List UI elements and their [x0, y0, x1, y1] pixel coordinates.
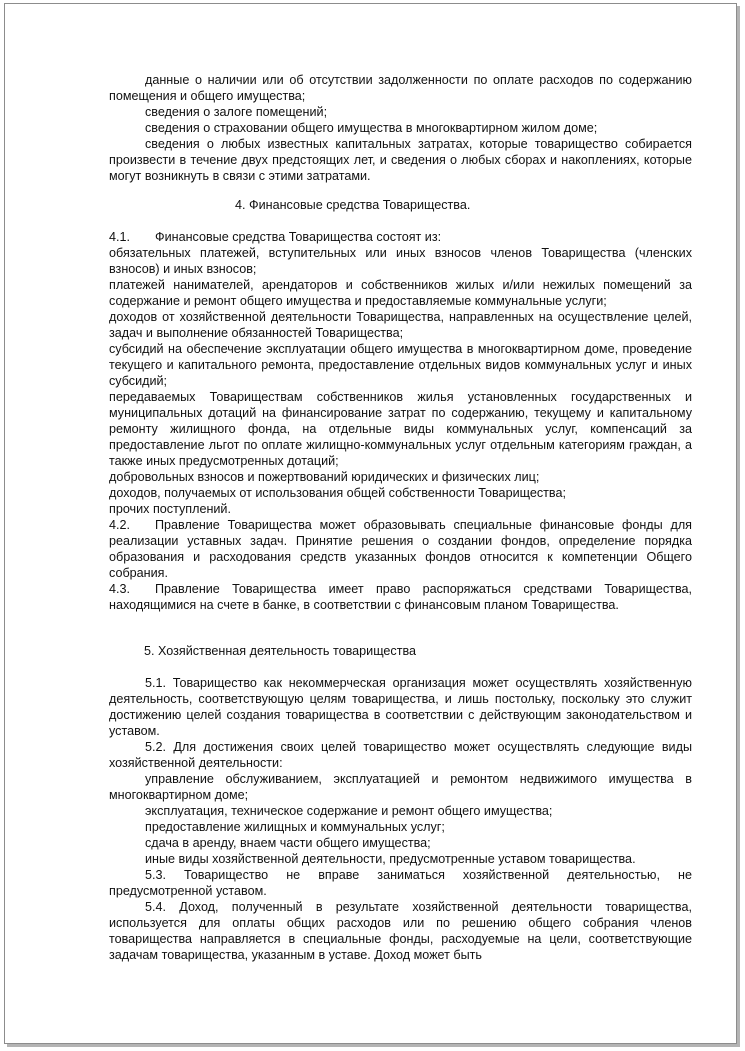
clause-5-2-item: управление обслуживанием, эксплуатацией и ремонтом недвижимого имущества в многоквартирном доме;: [109, 772, 692, 802]
clause-4-2-text: Правление Товарищества может образовывать специальные финансовые фонды для реализации уставных задач. Принятие решения о создании фондов, определение порядка образования и расходования средств указанных фондов относится к компетенции Общего собрания.: [109, 518, 692, 580]
clause-4-1-number: 4.1.: [109, 230, 131, 244]
clause-5-3: 5.3. Товарищество не вправе заниматься хозяйственной деятельностью, не предусмотренной уставом.: [109, 868, 692, 898]
document-page: [4, 3, 737, 1044]
section-4-heading: 4. Финансовые средства Товарищества.: [235, 198, 471, 212]
clause-5-4: 5.4. Доход, полученный в результате хозяйственной деятельности товарищества, используется для оплаты общих расходов или по решению общего собрания членов товарищества направляется в специальные фонды, расходуемые на цели, соответствующие задачам товарищества, указанным в уставе. Доход может быть: [109, 900, 692, 962]
section-5-heading: 5. Хозяйственная деятельность товарищества: [144, 644, 417, 658]
clause-4-1-item: обязательных платежей, вступительных или иных взносов членов Товарищества (членских взносов) и иных взносов;: [109, 246, 692, 276]
clause-4-2: [109, 517, 692, 581]
clause-5-2-item: эксплуатация, техническое содержание и ремонт общего имущества;: [145, 804, 553, 818]
clause-4-1-item: субсидий на обеспечение эксплуатации общего имущества в многоквартирном доме, проведение текущего и капитального ремонта, предоставление отдельных видов коммунальных услуг и иных субсидий;: [109, 342, 692, 388]
clause-5-2-item: предоставление жилищных и коммунальных услуг;: [145, 820, 445, 834]
clause-4-1-text: Финансовые средства Товарищества состоят из:: [155, 230, 442, 244]
intro-item-pledge: сведения о залоге помещений;: [145, 105, 328, 119]
clause-4-1: [109, 229, 692, 245]
clause-4-1-item: прочих поступлений.: [109, 502, 231, 516]
clause-5-2: 5.2. Для достижения своих целей товарищество может осуществлять следующие виды хозяйственной деятельности:: [109, 740, 692, 770]
document-content: [109, 72, 692, 963]
clause-4-2-number: 4.2.: [109, 518, 131, 532]
clause-4-3-number: 4.3.: [109, 582, 131, 596]
clause-4-1-item: доходов от хозяйственной деятельности Товарищества, направленных на осуществление целей, задач и выполнение обязанностей Товарищества;: [109, 310, 692, 340]
intro-item-capital-costs: сведения о любых известных капитальных затратах, которые товарищество собирается произвести в течение двух предстоящих лет, и сведения о любых сборах и накоплениях, которые могут возникнуть в связи с этими затратами.: [109, 137, 692, 183]
intro-item-insurance: сведения о страховании общего имущества в многоквартирном жилом доме;: [145, 121, 598, 135]
clause-5-2-item: сдача в аренду, внаем части общего имущества;: [145, 836, 431, 850]
clause-4-1-item: добровольных взносов и пожертвований юридических и физических лиц;: [109, 470, 540, 484]
clause-4-1-item: передаваемых Товариществам собственников жилья установленных государственных и муниципальных дотаций на финансирование затрат по содержанию, текущему и капитальному ремонту жилищного фонда, на отдельные виды коммунальных услуг, компенсаций за предоставление льгот по оплате жилищно-коммунальных услуг отдельным категориям граждан, а также иных предусмотренных дотаций;: [109, 390, 692, 468]
clause-4-3: [109, 581, 692, 613]
clause-5-2-item: иные виды хозяйственной деятельности, предусмотренные уставом товарищества.: [145, 852, 636, 866]
clause-4-1-item: платежей нанимателей, арендаторов и собственников жилых и/или нежилых помещений за содержание и ремонт общего имущества и предоставляемые коммунальные услуги;: [109, 278, 692, 308]
clause-4-1-item: доходов, получаемых от использования общей собственности Товарищества;: [109, 486, 566, 500]
clause-4-3-text: Правление Товарищества имеет право распоряжаться средствами Товарищества, находящимися на счете в банке, в соответствии с финансовым планом Товарищества.: [109, 582, 692, 612]
clause-5-1: 5.1. Товарищество как некоммерческая организация может осуществлять хозяйственную деятельность, соответствующую целям товарищества, и лишь постольку, поскольку это служит достижению целей создания товарищества в соответствии с действующим законодательством и уставом.: [109, 676, 692, 738]
intro-item-debt: данные о наличии или об отсутствии задолженности по оплате расходов по содержанию помещения и общего имущества;: [109, 73, 692, 103]
